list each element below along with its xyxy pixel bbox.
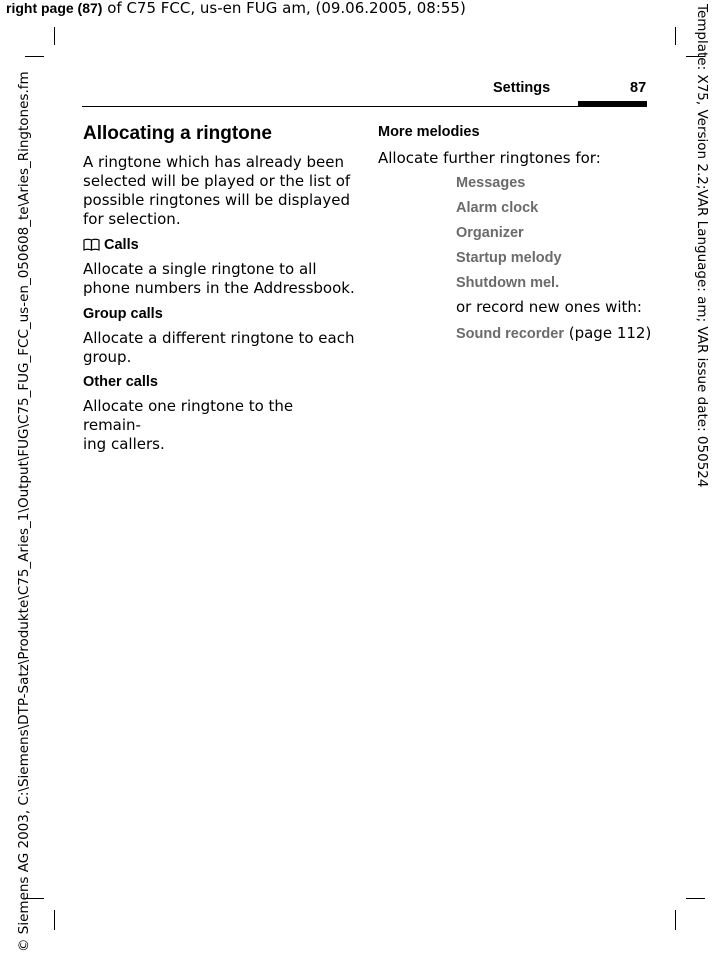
menu-item-startup-melody: Startup melody [456, 250, 562, 266]
calls-line: Allocate a single ringtone to all [83, 260, 317, 278]
page-reference: (page 112) [563, 324, 652, 342]
header-rule [82, 106, 647, 107]
calls-paragraph [83, 260, 355, 298]
group-calls-paragraph [83, 329, 355, 367]
template-label: Template: X75, Version 2.2;VAR Language: am; VAR issue date: 050524 [694, 4, 710, 488]
menu-item-messages: Messages [456, 175, 526, 191]
group-calls-heading: Group calls [83, 306, 163, 322]
crop-mark [54, 910, 55, 930]
crop-mark [675, 27, 676, 45]
calls-heading [83, 237, 355, 255]
intro-line: A ringtone which has already been [83, 153, 344, 171]
intro-line: possible ringtones will be displayed [83, 191, 350, 209]
copyright-path-label: © Siemens AG 2003, C:\Siemens\DTP-Satz\Produkte\C75_Aries_1\Output\FUG\C75_FUG_FCC_us-en_050608_te\Aries_Ringtones.fm [16, 71, 32, 952]
more-melodies-intro: Allocate further ringtones for: [378, 149, 601, 167]
intro-paragraph [83, 153, 355, 229]
menu-item-sound-recorder: Sound recorder [456, 326, 564, 342]
more-melodies-heading: More melodies [378, 124, 480, 140]
other-calls-paragraph [83, 397, 355, 454]
other-calls-line: ing callers. [83, 435, 165, 453]
crop-mark [686, 898, 705, 899]
crop-mark [25, 56, 44, 57]
calls-line: phone numbers in the Addressbook. [83, 279, 355, 297]
crop-mark [54, 27, 55, 45]
addressbook-icon [83, 238, 100, 255]
intro-line: for selection. [83, 210, 181, 228]
section-title: Settings [493, 80, 551, 96]
print-metadata-line [6, 0, 466, 17]
calls-heading-label: Calls [104, 237, 139, 253]
sound-recorder-line [456, 323, 651, 343]
other-calls-line: Allocate one ringtone to the remain- [83, 397, 294, 434]
menu-item-alarm-clock: Alarm clock [456, 200, 539, 216]
page-number: 87 [630, 80, 647, 96]
menu-item-organizer: Organizer [456, 225, 524, 241]
crop-mark [675, 910, 676, 930]
menu-item-shutdown-melody: Shutdown mel. [456, 275, 560, 291]
print-file-info: of C75 FCC, us-en FUG am, (09.06.2005, 08:55) [102, 0, 466, 17]
group-calls-line: Allocate a different ringtone to each [83, 329, 355, 347]
print-page-label: right page (87) [6, 0, 103, 16]
article-title: Allocating a ringtone [83, 123, 272, 144]
header-tab-bar [578, 101, 647, 107]
intro-line: selected will be played or the list of [83, 172, 351, 190]
other-calls-heading: Other calls [83, 374, 158, 390]
record-text: or record new ones with: [456, 298, 642, 316]
group-calls-line: group. [83, 348, 132, 366]
